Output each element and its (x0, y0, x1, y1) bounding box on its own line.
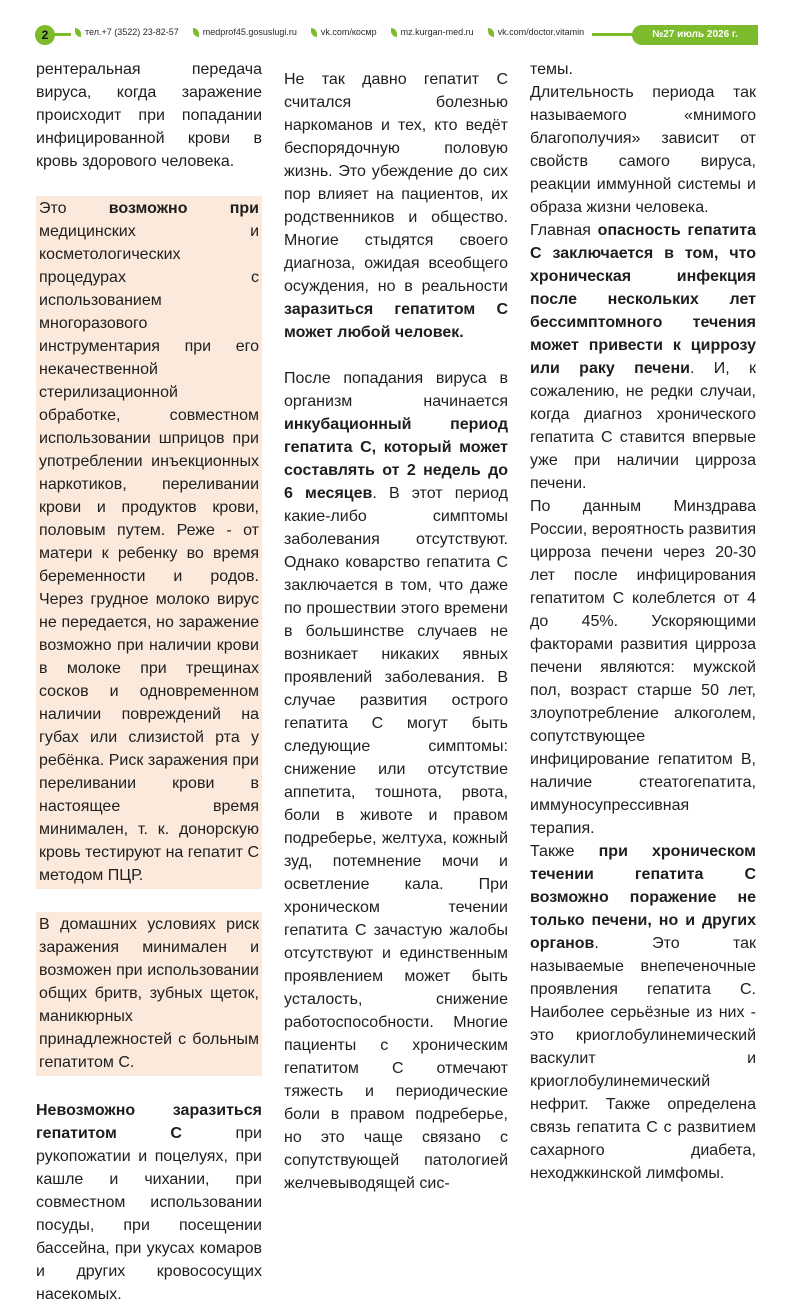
leaf-icon (75, 28, 81, 37)
contact-phone: тел.+7 (3522) 23-82-57 (75, 27, 179, 37)
intro-paragraph: рентеральная передача вируса, когда заражение происходит при попадании инфицированной крови в кровь здорового человека. (36, 61, 262, 170)
continuation-text: темы. (530, 61, 573, 78)
leaf-icon (193, 28, 199, 37)
column-1 (36, 58, 262, 1306)
home-risk-box: В домашних условиях риск заражения минимален и возможен при использовании общих бритв, зубных щеток, маникюрных принадлежностей с больным гепатитом С. (36, 912, 262, 1076)
leaf-icon (488, 28, 494, 37)
stigma-paragraph: Не так давно гепатит С считался болезнью наркоманов и тех, кто ведёт беспорядочную половую жизнь. Это убеждение до сих пор влияет на пациентов, их родственников и общество. Многие стыдятся своего диагноза, ожидая всеобщего осуждения, но в реальности заразиться гепатитом С может любой человек. (284, 71, 508, 341)
danger-bold: опасность гепатита С заключается в том, что хроническая инфекция после нескольких лет бессимптомного течения может привести к циррозу или раку печени (530, 222, 756, 377)
danger-paragraph: Главная опасность гепатита С заключается в том, что хроническая инфекция после нескольких лет бессимптомного течения может привести к циррозу или раку печени. И, к сожалению, не редки случаи, когда диагноз хронического гепатита С ставится впервые уже при наличии цирроза печени. (530, 222, 756, 492)
column-2 (284, 58, 508, 1195)
contact-vk-doctor[interactable]: vk.com/doctor.vitamin (488, 27, 585, 37)
latency-paragraph: Длительность периода так называемого «мнимого благополучия» зависит от свойств самого вируса, реакции иммунной системы и образа жизни человека. (530, 84, 756, 216)
contact-site-medprof[interactable]: medprof45.gosuslugi.ru (193, 27, 297, 37)
leaf-icon (391, 28, 397, 37)
transmission-bold: возможно при (108, 200, 259, 217)
incubation-bold: инкубационный период гепатита С, который может составлять от 2 недель до 6 месяцев (284, 416, 508, 502)
incubation-paragraph: После попадания вируса в организм начинается инкубационный период гепатита С, который может составлять от 2 недель до 6 месяцев. В этот период какие-либо симптомы заболевания отсутствуют. Однако коварство гепатита С заключается в том, что даже по прошествии этого времени в большинстве случаев не возникает никаких явных проявлений заболевания. В случае развития острого гепатита С могут быть следующие симптомы: снижение или отсутствие аппетита, тошнота, рвота, боли в животе и правом подреберье, желтуха, кожный зуд, потемнение мочи и осветление кала. При хроническом течении гепатита С зачастую жалобы отсутствуют и единственным проявлением может быть усталость, снижение работоспособности. Многие пациенты с хроническим гепатитом С отмечают тяжесть и периодические боли в правом подреберье, но это чаще связано с сопутствующей патологией желчевыводящей сис- (284, 370, 508, 1192)
column-3 (530, 58, 756, 1185)
contact-vk-kosmr[interactable]: vk.com/космр (311, 27, 377, 37)
no-infection-paragraph: Невозможно заразиться гепатитом С при рукопожатии и поцелуях, при кашле и чихании, при совместном использовании посуды, при посещении бассейна, при укусах комаров и других кровососущих насекомых. (36, 1102, 262, 1303)
contact-strip (71, 27, 592, 37)
issue-badge: №27 июль 2026 г. (632, 25, 758, 45)
leaf-icon (311, 28, 317, 37)
contact-site-mz[interactable]: mz.kurgan-med.ru (391, 27, 474, 37)
page-header (35, 25, 758, 45)
anyone-bold: заразиться гепатитом С может любой человек. (284, 301, 508, 341)
cirrhosis-stats-paragraph: По данным Минздрава России, вероятность развития цирроза печени через 20-30 лет после инфицирования гепатитом С колеблется от 4 до 45%. Ускоряющими факторами развития цирроза печени являются: мужской пол, возраст старше 50 лет, злоупотребление алкоголем, сопутствующее инфицирование гепатитом В, наличие стеатогепатита, иммуносупрессивная терапия. (530, 498, 756, 837)
page-number: 2 (35, 25, 55, 45)
transmission-box: Это возможно при медицинских и косметологических процедурах с использованием многоразового инструментария при его некачественной стерилизационной обработке, совместном использовании шприцов при употреблении инъекционных наркотиков, переливании крови и продуктов крови, половым путем. Реже - от матери к ребенку во время беременности и родов. Через грудное молоко вирус не передается, но заражение возможно при наличии крови в молоке при трещинах сосков и одновременном наличии повреждений на губах или слизистой рта у ребёнка. Риск заражения при переливании крови в настоящее время минимален, т. к. донорскую кровь тестируют на гепатит С методом ПЦР. (36, 196, 262, 889)
no-infection-bold: Невозможно заразиться гепатитом С (36, 1102, 262, 1142)
extrahepatic-bold: при хроническом течении гепатита С возможно поражение не только печени, но и других органов (530, 843, 757, 952)
extrahepatic-paragraph: Также при хроническом течении гепатита С возможно поражение не только печени, но и других органов. Это так называемые внепеченочные проявления гепатита С. Наиболее серьёзные из них - это криоглобулинемический васкулит и криоглобулинемический нефрит. Также определена связь гепатита С с развитием сахарного диабета, неходжкинской лимфомы. (530, 843, 757, 1182)
